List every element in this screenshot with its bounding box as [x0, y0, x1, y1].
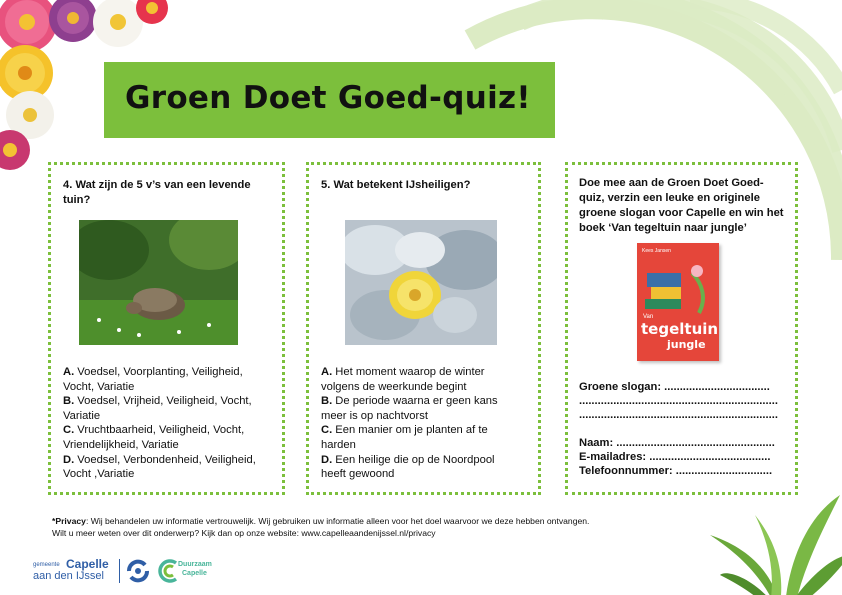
answer-5b[interactable]: B. De periode waarna er geen kans meer is op nachtvorst: [321, 395, 498, 422]
privacy-notice: [52, 515, 589, 539]
question-4-answers: [63, 365, 273, 482]
answer-4c[interactable]: C. Vruchtbaarheid, Veiligheid, Vocht, Vriendelijkheid, Variatie: [63, 424, 245, 451]
question-5-answers: [321, 365, 521, 482]
question-5-text: 5. Wat betekent IJsheiligen?: [321, 179, 471, 191]
answer-4a[interactable]: A. Voedsel, Voorplanting, Veiligheid, Vocht, Variatie: [63, 366, 243, 393]
answer-4b[interactable]: B. Voedsel, Vrijheid, Veiligheid, Vocht, Variatie: [63, 395, 252, 422]
frosted-flower-photo: [345, 220, 497, 345]
logo-gemeente-text: gemeente: [33, 562, 60, 568]
email-field[interactable]: E-mailadres: .......................................: [579, 451, 771, 463]
logo-capelle-text: Capelle: [66, 557, 109, 571]
gemeente-capelle-logo: [33, 559, 153, 589]
logo-duurzaam-capelle-text: Capelle: [182, 570, 207, 577]
slogan-field-line-3[interactable]: ................................................................: [579, 409, 778, 421]
book-title-main: tegeltuin: [641, 320, 719, 338]
answer-5d[interactable]: D. Een heilige die op de Noordpool heeft gewoond: [321, 453, 495, 481]
page-title: Groen Doet Goed-quiz!: [125, 80, 531, 116]
promo-text: Doe mee aan de Groen Doet Goed-quiz, verzin een leuke en originele groene slogan voor Capelle en win het boek ‘Van tegeltuin naar jungle’: [579, 177, 784, 234]
answer-5c[interactable]: C. Een manier om je planten af te harden: [321, 424, 488, 451]
slogan-field[interactable]: Groene slogan: ..................................: [579, 381, 770, 393]
slogan-field-line-2[interactable]: ................................................................: [579, 395, 778, 407]
question-4-text: 4. Wat zijn de 5 v’s van een levende tuin?: [63, 179, 251, 206]
phone-field[interactable]: Telefoonnummer: ...............................: [579, 465, 773, 477]
logo-divider: [119, 559, 120, 583]
hedgehog-photo: [79, 220, 238, 345]
privacy-line-1: : Wij behandelen uw informatie vertrouwelijk. Wij gebruiken uw informatie alleen voor het doel waarvoor we deze hebben ontvangen.: [85, 516, 590, 526]
book-title-top: Van: [643, 314, 654, 320]
name-field[interactable]: Naam: ...................................................: [579, 437, 775, 449]
privacy-label: *Privacy: [52, 516, 86, 526]
duurzaam-capelle-logo: [156, 557, 216, 587]
logo-ijssel-text: aan den IJssel: [33, 570, 104, 582]
privacy-line-2[interactable]: Wilt u meer weten over dit onderwerp? Kijk dan op onze website: www.capelleaandenijssel.nl/privacy: [52, 528, 436, 538]
capelle-emblem-icon: [125, 558, 151, 584]
book-author: Kees Jansen: [642, 248, 671, 254]
answer-4d[interactable]: D. Voedsel, Verbondenheid, Veiligheid, Vocht ,Variatie: [63, 453, 256, 481]
logo-duurzaam-text: Duurzaam: [178, 561, 212, 568]
book-title-sub: jungle: [667, 338, 706, 351]
book-cover: [637, 243, 719, 361]
answer-5a[interactable]: A. Het moment waarop de winter volgens de weerkunde begint: [321, 366, 485, 393]
